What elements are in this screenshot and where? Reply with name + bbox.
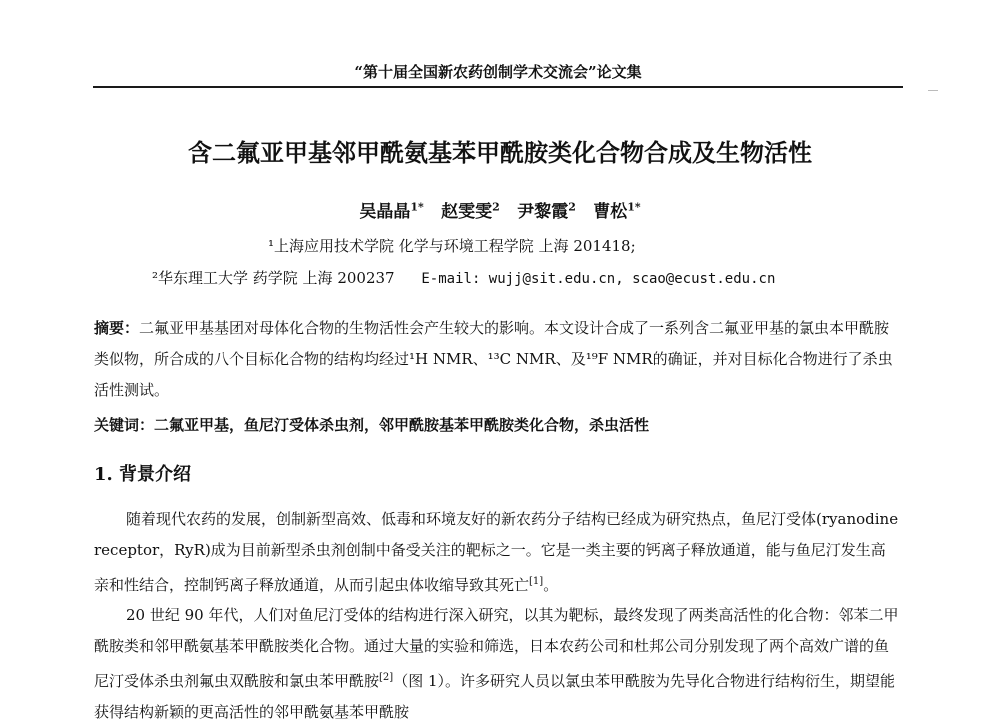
author: 曹松$^{1*}$ xyxy=(593,200,641,222)
body-paragraph-1 xyxy=(94,504,900,601)
author: 尹黎霞$^2$ xyxy=(517,200,576,222)
affiliation-1: ¹上海应用技术学院 化学与环境工程学院 上海 201418; xyxy=(268,237,636,255)
author: 赵雯雯$^2$ xyxy=(441,200,500,222)
body-paragraph-2 xyxy=(94,600,900,728)
section-heading: 1. 背景介绍 xyxy=(94,464,192,485)
author: 吴晶晶$^{1*}$ xyxy=(359,200,424,222)
running-header xyxy=(93,52,903,88)
author-list xyxy=(0,197,1000,222)
paragraph-end: 。 xyxy=(543,576,559,594)
abstract xyxy=(94,313,900,406)
email-line: E-mail: wujj@sit.edu.cn, scao@ecust.edu.cn xyxy=(421,271,776,287)
citation: [1] xyxy=(529,576,544,587)
abstract-label: 摘要： xyxy=(94,319,140,337)
citation: [2] xyxy=(379,672,394,683)
conference-title: “第十届全国新农药创制学术交流会”论文集 xyxy=(354,63,642,81)
scan-mark xyxy=(928,90,938,91)
paper-title: 含二氟亚甲基邻甲酰氨基苯甲酰胺类化合物合成及生物活性 xyxy=(188,139,812,167)
keywords-label: 关键词： xyxy=(94,416,155,434)
affiliation-2 xyxy=(152,267,775,288)
affiliation-2-text: ²华东理工大学 药学院 上海 200237 xyxy=(152,269,395,287)
abstract-text: 二氟亚甲基基团对母体化合物的生物活性会产生较大的影响。本文设计合成了一系列含二氟亚甲基的氯虫本甲酰胺类似物，所合成的八个目标化合物的结构均经过¹H NMR、¹³C NMR、及¹⁹F NMR的确证，并对目标化合物进行了杀虫活性测试。 xyxy=(94,319,893,399)
paragraph-text: 20 世纪 90 年代，人们对鱼尼汀受体的结构进行深入研究，以其为靶标，最终发现了两类高活性的化合物：邻苯二甲酰胺类和邻甲酰氨基苯甲酰胺类化合物。通过大量的实验和筛选，日本农药公司和杜邦公司分别发现了两个高效广谱的鱼尼汀受体杀虫剂氟虫双酰胺和氯虫苯甲酰胺 xyxy=(94,606,899,690)
keywords xyxy=(94,410,900,441)
keywords-text: 二氟亚甲基，鱼尼汀受体杀虫剂，邻甲酰胺基苯甲酰胺类化合物，杀虫活性 xyxy=(154,416,650,434)
paragraph-text: 随着现代农药的发展，创制新型高效、低毒和环境友好的新农药分子结构已经成为研究热点，鱼尼汀受体(ryanodine receptor，RyR)成为目前新型杀虫剂创制中备受关注的靶标之一。它是一类主要的钙离子释放通道，能与鱼尼汀发生高亲和性结合，控制钙离子释放通道，从而引起虫体收缩导致其死亡 xyxy=(94,510,899,594)
paragraph-end: （图 1）。许多研究人员以氯虫苯甲酰胺为先导化合物进行结构衍生，期望能获得结构新颖的更高活性的邻甲酰氨基苯甲酰胺 xyxy=(94,672,896,721)
